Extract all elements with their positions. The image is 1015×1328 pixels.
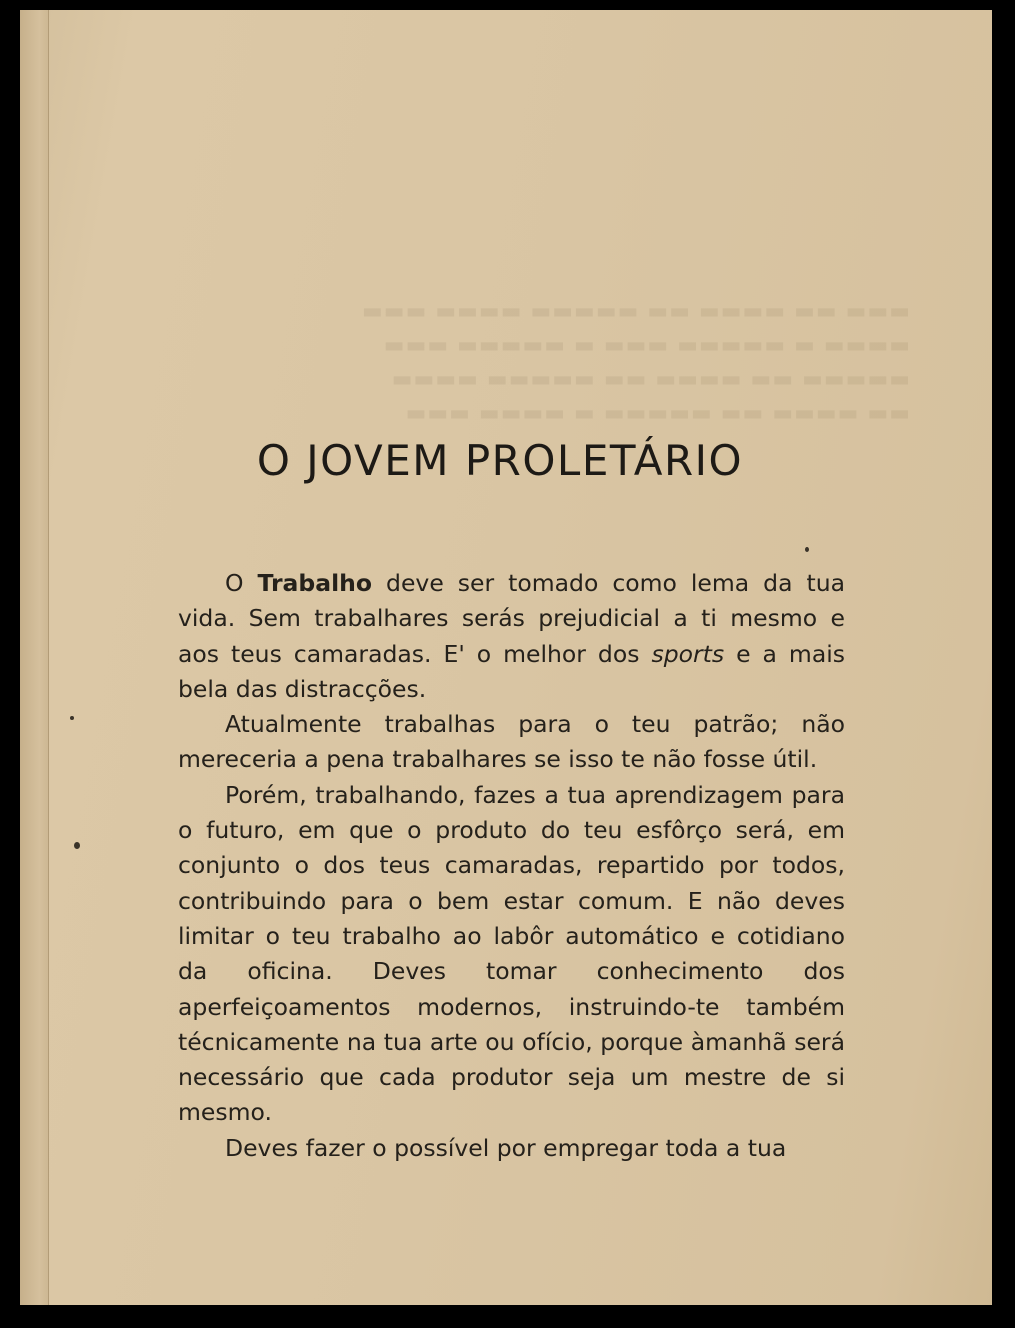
- chapter-title: O JOVEM PROLETÁRIO: [256, 436, 744, 485]
- paragraph-2: Atualmente trabalhas para o teu patrão; não mereceria a pena trabalhares se isso te não fosse útil.: [178, 710, 845, 774]
- paragraph-3: Porém, trabalhando, fazes a tua aprendizagem para o futuro, em que o produto do teu esfôrço será, em conjunto o dos teus camaradas, repartido por todos, contribuindo para o bem estar comum. E não deves limitar o teu trabalho ao labôr automático e cotidiano da oficina. Deves tomar conhecimento dos aperfeiçoamentos modernos, instruindo-te também técnicamente na tua arte ou ofício, porque àmanhã será necessário que cada produtor seja um mestre de si mesmo.: [178, 780, 845, 1127]
- paragraph-1-end: e a mais bela das distracções.: [178, 639, 845, 703]
- margin-speck: [70, 716, 74, 720]
- paragraph-1-start: O: [225, 569, 258, 597]
- paragraph-4: Deves fazer o possível por empregar toda a tua: [225, 1133, 787, 1162]
- paragraph-1-middle: deve ser tomado como lema da tua vida. Sem trabalhares serás prejudicial a ti mesmo e aos teus camaradas. E' o melhor dos: [178, 569, 846, 668]
- emphasis-sports: sports: [651, 639, 725, 668]
- page-gutter: [20, 10, 49, 1305]
- body-text: [178, 566, 845, 1166]
- emphasis-trabalho: Trabalho: [257, 569, 373, 597]
- bleed-through-text: ▬▬▬ ▬▬ ▬▬▬▬ ▬▬ ▬▬▬▬▬ ▬▬▬▬ ▬▬▬ ▬▬▬▬ ▬ ▬▬▬▬▬ ▬▬▬ ▬ ▬▬▬▬▬ ▬▬▬ ▬▬▬▬▬ ▬▬ ▬▬▬▬ ▬▬ ▬▬▬▬▬ ▬▬▬▬ ▬▬ ▬▬▬▬ ▬▬ ▬▬▬▬▬ ▬ ▬▬▬▬ ▬▬▬: [360, 299, 910, 426]
- margin-speck: [74, 842, 80, 849]
- book-page: [20, 10, 992, 1305]
- margin-speck: [805, 547, 809, 552]
- paragraph-1: [178, 566, 845, 707]
